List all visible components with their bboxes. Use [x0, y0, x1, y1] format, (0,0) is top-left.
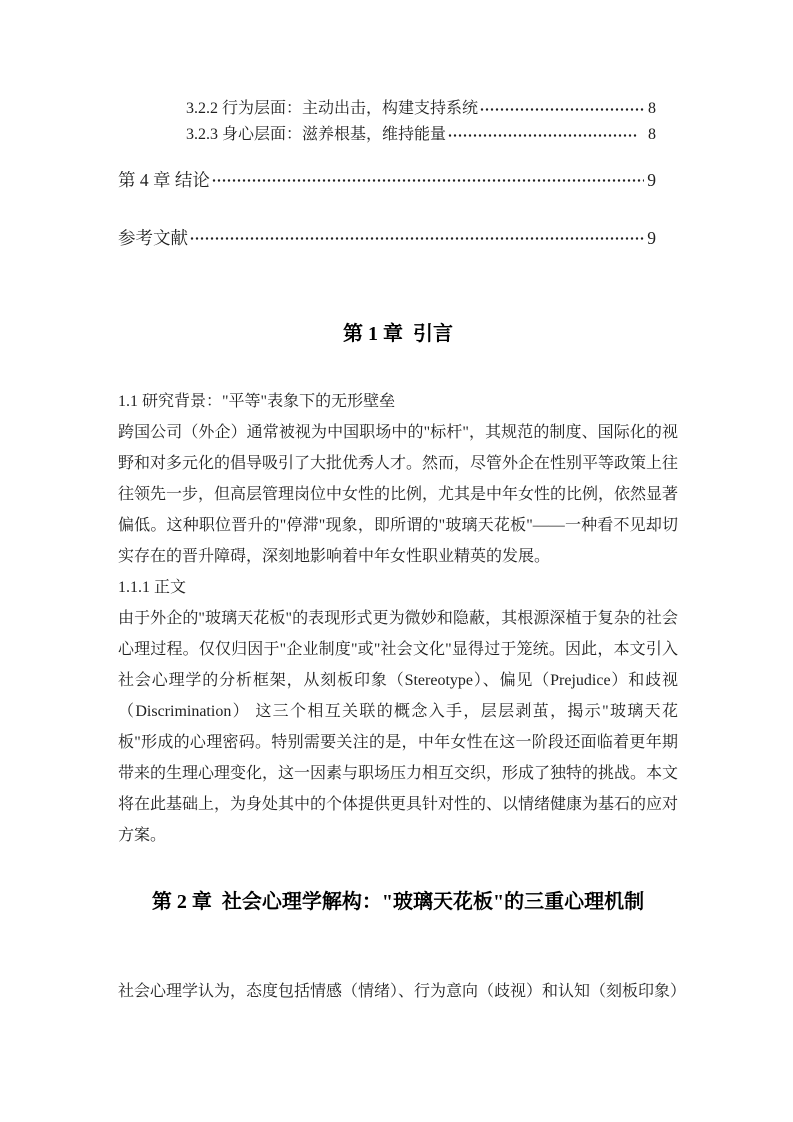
- paragraph: 社会心理学认为，态度包括情感（情绪）、行为意向（歧视）和认知（刻板印象）: [118, 983, 687, 1000]
- toc-entry-3-2-3[interactable]: [118, 122, 678, 148]
- dot-leader: [448, 133, 637, 138]
- toc-entry-label: 3.2.3 身心层面：滋养根基，维持能量: [186, 126, 447, 143]
- dot-leader: [480, 107, 645, 112]
- toc-page-number: 9: [647, 170, 656, 190]
- chapter2-body: [118, 976, 687, 1007]
- chapter1-body: [118, 386, 678, 851]
- toc-entry-label: 第 4 章 结论: [118, 170, 210, 190]
- subsection-heading-1-1-1: 1.1.1 正文: [118, 579, 187, 596]
- toc-entry-label: 参考文献: [118, 228, 188, 248]
- dot-leader: [212, 178, 644, 183]
- table-of-contents: [118, 0, 678, 253]
- paragraph: 跨国公司（外企）通常被视为中国职场中的"标杆"，其规范的制度、国际化的视野和对多元化的倡导吸引了大批优秀人才。然而，尽管外企在性别平等政策上往往领先一步，但高层管理岗位中女性的比例，尤其是中年女性的比例，依然显著偏低。这种职位晋升的"停滞"现象，即所谓的"玻璃天花板"——一种看不见却切实存在的晋升障碍，深刻地影响着中年女性职业精英的发展。: [118, 424, 679, 565]
- toc-entry-chapter-4[interactable]: [118, 165, 678, 195]
- toc-entry-label: 3.2.2 行为层面：主动出击，构建支持系统: [186, 100, 479, 117]
- toc-entry-3-2-2[interactable]: [118, 96, 678, 122]
- toc-entry-references[interactable]: [118, 223, 678, 253]
- toc-page-number: 8: [648, 126, 656, 143]
- page-content: [118, 0, 687, 1007]
- section-heading-1-1: 1.1 研究背景："平等"表象下的无形壁垒: [118, 393, 396, 410]
- toc-page-number: 8: [648, 100, 656, 117]
- chapter1-title: 第 1 章 引言: [343, 323, 453, 345]
- toc-page-number: 9: [647, 228, 656, 248]
- dot-leader: [190, 236, 644, 241]
- paragraph: 由于外企的"玻璃天花板"的表现形式更为微妙和隐蔽，其根源深植于复杂的社会心理过程。仅仅归因于"企业制度"或"社会文化"显得过于笼统。因此，本文引入社会心理学的分析框架，从刻板印象（Stereotype）、偏见（Prejudice）和歧视（Discrimination） 这三个相互关联的概念入手，层层剥茧，揭示"玻璃天花板"形成的心理密码。特别需要关注的是，中年女性在这一阶段还面临着更年期带来的生理心理变化，这一因素与职场压力相互交织，形成了独特的挑战。本文将在此基础上，为身处其中的个体提供更具针对性的、以情绪健康为基石的应对方案。: [118, 610, 679, 844]
- chapter2-title: 第 2 章 社会心理学解构："玻璃天花板"的三重心理机制: [151, 891, 645, 913]
